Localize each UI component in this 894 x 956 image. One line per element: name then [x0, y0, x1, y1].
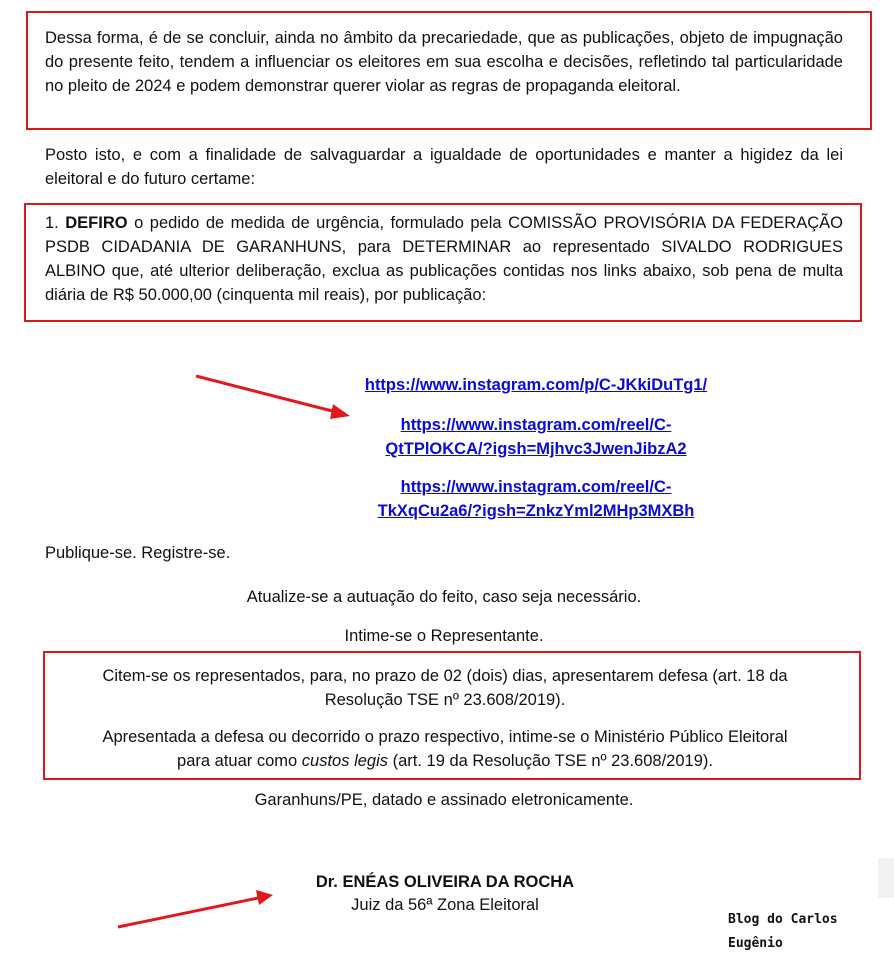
apresentada-paragraph	[50, 725, 840, 773]
decision-paragraph	[45, 211, 843, 307]
watermark: Blog do Carlos Eugênio	[728, 912, 838, 951]
decision-keyword: DEFIRO	[65, 214, 128, 232]
custos-legis-text: custos legis	[301, 752, 389, 770]
atualize-text: Atualize-se a autuação do feito, caso seja necessário.	[246, 588, 642, 606]
link-3-line-1: https://www.instagram.com/reel/C-	[400, 478, 672, 496]
red-arrow-icon	[0, 0, 1, 1]
signature-name: Dr. ENÉAS OLIVEIRA DA ROCHA	[315, 873, 575, 891]
link-3-line-2: TkXqCu2a6/?igsh=ZnkzYml2MHp3MXBh	[377, 502, 695, 520]
page-edge-shadow	[878, 858, 894, 898]
link-block-1	[336, 373, 736, 397]
decision-number: 1.	[45, 214, 59, 232]
place-date-text: Garanhuns/PE, datado e assinado eletronicamente.	[254, 791, 634, 809]
link-2-line-2: QtTPlOKCA/?igsh=Mjhvc3JwenJibzA2	[385, 440, 687, 458]
signature-role: Juiz da 56ª Zona Eleitoral	[351, 896, 539, 914]
link-2-line-1: https://www.instagram.com/reel/C-	[400, 416, 672, 434]
citem-line-2: Resolução TSE nº 23.608/2019).	[324, 691, 566, 709]
instagram-link-1[interactable]: https://www.instagram.com/p/C-JKkiDuTg1/	[364, 376, 708, 394]
instagram-link-2[interactable]	[385, 416, 686, 458]
apresentada-post: (art. 19 da Resolução TSE nº 23.608/2019).	[392, 752, 713, 770]
link-block-3	[336, 475, 736, 523]
citem-line-1: Citem-se os representados, para, no prazo de 02 (dois) dias, apresentarem defesa (art. 18 da	[102, 667, 788, 685]
instagram-link-3[interactable]	[378, 478, 695, 520]
citem-paragraph	[50, 664, 840, 712]
apresentada-line-1: Apresentada a defesa ou decorrido o prazo respectivo, intime-se o Ministério Público Eleitoral	[102, 728, 788, 746]
paragraph-posto-isto: Posto isto, e com a finalidade de salvaguardar a igualdade de oportunidades e manter a higidez da lei eleitoral e do futuro certame:	[45, 146, 843, 188]
link-block-2	[336, 413, 736, 461]
publique-text: Publique-se. Registre-se.	[45, 544, 231, 562]
paragraph-conclusion: Dessa forma, é de se concluir, ainda no âmbito da precariedade, que as publicações, objeto de impugnação do presente feito, tendem a influenciar os eleitores em sua escolha e decisões, refletindo tal particularidade no pleito de 2024 e podem demonstrar querer violar as regras de propaganda eleitoral.	[45, 29, 843, 95]
decision-text: o pedido de medida de urgência, formulado pela COMISSÃO PROVISÓRIA DA FEDERAÇÃO PSDB CIDADANIA DE GARANHUNS, para DETERMINAR ao representado SIVALDO RODRIGUES ALBINO que, até ulterior deliberação, exclua as publicações contidas nos links abaixo, sob pena de multa diária de R$ 50.000,00 (cinquenta mil reais), por publicação:	[45, 214, 843, 304]
intime-text: Intime-se o Representante.	[344, 627, 544, 645]
apresentada-line-2	[50, 749, 840, 773]
apresentada-pre: para atuar como	[177, 752, 298, 770]
